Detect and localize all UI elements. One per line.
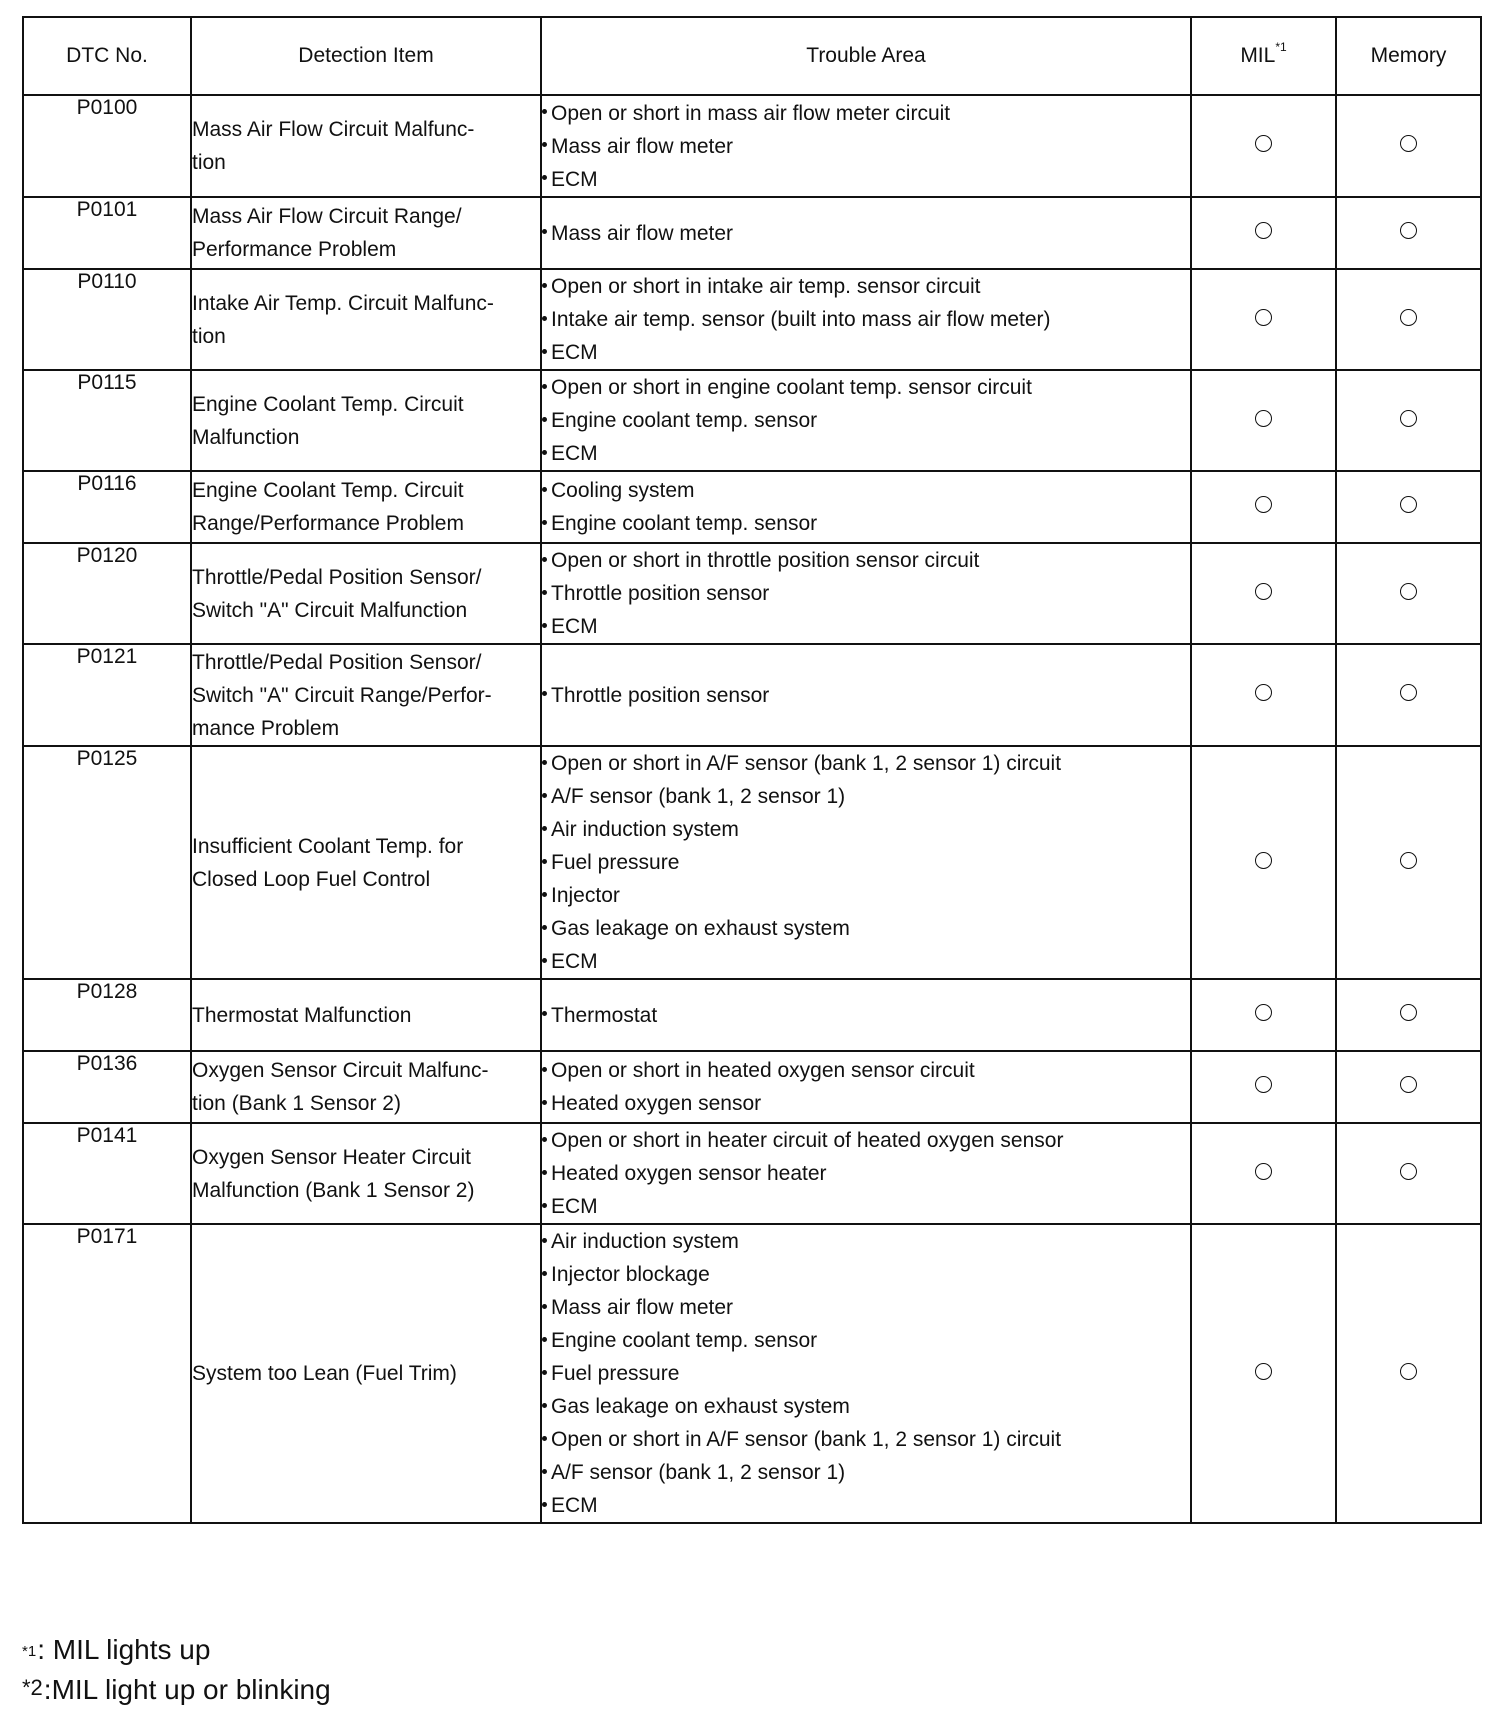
trouble-area-text: Injector [551, 884, 620, 907]
footnote-2-text: :MIL light up or blinking [43, 1674, 331, 1705]
trouble-area [541, 471, 1191, 543]
bullet-icon [542, 1370, 547, 1375]
mil-cell [1191, 1051, 1336, 1123]
trouble-area [541, 1123, 1191, 1224]
trouble-area-item [542, 97, 1190, 130]
memory-circle-icon [1400, 496, 1417, 513]
trouble-area-list [542, 371, 1190, 470]
mil-cell [1191, 197, 1336, 269]
trouble-area-list [542, 1124, 1190, 1223]
detection-item: Throttle/Pedal Position Sensor/ Switch "A" Circuit Range/Perfor- mance Problem [191, 644, 541, 746]
mil-circle-icon [1255, 852, 1272, 869]
trouble-area-text: Heated oxygen sensor heater [551, 1162, 827, 1185]
bullet-icon [542, 1271, 547, 1276]
bullet-icon [542, 1469, 547, 1474]
trouble-area-item [542, 1157, 1190, 1190]
trouble-area-item [542, 1357, 1190, 1390]
detection-item: Mass Air Flow Circuit Malfunc- tion [191, 95, 541, 197]
table-header [23, 17, 1481, 95]
bullet-icon [542, 520, 547, 525]
bullet-icon [542, 1403, 547, 1408]
trouble-area [541, 370, 1191, 471]
mil-cell [1191, 269, 1336, 370]
bullet-icon [542, 384, 547, 389]
trouble-area-text: ECM [551, 1195, 598, 1218]
header-mil [1191, 17, 1336, 95]
detection-item: Oxygen Sensor Circuit Malfunc- tion (Bank 1 Sensor 2) [191, 1051, 541, 1123]
bullet-icon [542, 1100, 547, 1105]
trouble-area [541, 95, 1191, 197]
trouble-area-list [542, 97, 1190, 196]
trouble-area-text: Throttle position sensor [551, 683, 770, 707]
dtc-code: P0136 [23, 1051, 191, 1123]
dtc-code: P0101 [23, 197, 191, 269]
memory-cell [1336, 370, 1481, 471]
bullet-icon [542, 925, 547, 930]
trouble-area-list [542, 747, 1190, 978]
bullet-icon [542, 142, 547, 147]
trouble-area-text: Throttle position sensor [551, 582, 770, 605]
bullet-icon [542, 283, 547, 288]
memory-circle-icon [1400, 1163, 1417, 1180]
trouble-area-list [542, 1054, 1190, 1120]
detection-item: Intake Air Temp. Circuit Malfunc- tion [191, 269, 541, 370]
trouble-area-text: Engine coolant temp. sensor [551, 512, 818, 535]
trouble-area-text: Mass air flow meter [551, 134, 734, 158]
bullet-icon [542, 691, 547, 696]
trouble-area-item [542, 1489, 1190, 1522]
trouble-area-list [542, 474, 1190, 540]
trouble-area-text: Open or short in heater circuit of heated oxygen sensor [551, 1129, 1064, 1152]
trouble-area-item [542, 780, 1190, 813]
trouble-area-text: Mass air flow meter [551, 221, 734, 245]
trouble-area-item [542, 610, 1190, 643]
detection-item: Engine Coolant Temp. Circuit Range/Performance Problem [191, 471, 541, 543]
footnote-1-mark: *1 [22, 1643, 37, 1660]
trouble-area-text: A/F sensor (bank 1, 2 sensor 1) [551, 785, 846, 808]
memory-cell [1336, 471, 1481, 543]
bullet-icon [542, 109, 547, 114]
bullet-icon [542, 1137, 547, 1142]
detection-item: Thermostat Malfunction [191, 979, 541, 1051]
trouble-area [541, 979, 1191, 1051]
dtc-code: P0116 [23, 471, 191, 543]
dtc-code: P0141 [23, 1123, 191, 1224]
trouble-area-text: ECM [551, 950, 598, 973]
memory-cell [1336, 95, 1481, 197]
bullet-icon [542, 1170, 547, 1175]
memory-circle-icon [1400, 852, 1417, 869]
table-row [23, 1224, 1481, 1523]
bullet-icon [542, 958, 547, 963]
trouble-area-item [542, 270, 1190, 303]
memory-cell [1336, 1051, 1481, 1123]
memory-circle-icon [1400, 309, 1417, 326]
trouble-area-text: Thermostat [551, 1003, 658, 1027]
bullet-icon [542, 487, 547, 492]
footnotes [22, 1630, 331, 1710]
trouble-area-text: Open or short in mass air flow meter circuit [551, 101, 951, 125]
trouble-area-item [542, 999, 1190, 1032]
trouble-area-text: Air induction system [551, 818, 739, 841]
trouble-area-item [542, 912, 1190, 945]
memory-cell [1336, 1224, 1481, 1523]
trouble-area-text: Engine coolant temp. sensor [551, 1329, 818, 1352]
table-row [23, 1123, 1481, 1224]
trouble-area-list [542, 679, 1190, 712]
detection-item: Mass Air Flow Circuit Range/ Performance Problem [191, 197, 541, 269]
mil-circle-icon [1255, 496, 1272, 513]
memory-circle-icon [1400, 410, 1417, 427]
header-memory: Memory [1336, 17, 1481, 95]
trouble-area-text: Gas leakage on exhaust system [551, 1395, 850, 1418]
trouble-area-item [542, 163, 1190, 196]
trouble-area [541, 1224, 1191, 1523]
dtc-code: P0128 [23, 979, 191, 1051]
trouble-area-text: Heated oxygen sensor [551, 1092, 762, 1115]
trouble-area-text: Gas leakage on exhaust system [551, 917, 850, 940]
detection-item: System too Lean (Fuel Trim) [191, 1224, 541, 1523]
footnote-1-text: : MIL lights up [37, 1634, 211, 1665]
trouble-area-text: Fuel pressure [551, 851, 680, 874]
header-mil-footnote-mark: *1 [1275, 40, 1287, 54]
memory-cell [1336, 979, 1481, 1051]
bullet-icon [542, 557, 547, 562]
detection-item: Oxygen Sensor Heater Circuit Malfunction (Bank 1 Sensor 2) [191, 1123, 541, 1224]
dtc-code: P0100 [23, 95, 191, 197]
trouble-area [541, 1051, 1191, 1123]
trouble-area-text: ECM [551, 615, 598, 638]
table-row [23, 543, 1481, 644]
trouble-area-item [542, 507, 1190, 540]
trouble-area-text: Engine coolant temp. sensor [551, 409, 818, 432]
trouble-area-item [542, 1087, 1190, 1120]
mil-circle-icon [1255, 309, 1272, 326]
memory-circle-icon [1400, 222, 1417, 239]
dtc-code: P0171 [23, 1224, 191, 1523]
trouble-area-item [542, 879, 1190, 912]
detection-item: Engine Coolant Temp. Circuit Malfunction [191, 370, 541, 471]
mil-circle-icon [1255, 222, 1272, 239]
bullet-icon [542, 175, 547, 180]
trouble-area-text: Open or short in engine coolant temp. sensor circuit [551, 376, 1032, 399]
trouble-area-item [542, 1225, 1190, 1258]
trouble-area-text: Open or short in A/F sensor (bank 1, 2 sensor 1) circuit [551, 1428, 1062, 1451]
trouble-area-text: A/F sensor (bank 1, 2 sensor 1) [551, 1461, 846, 1484]
mil-cell [1191, 370, 1336, 471]
trouble-area-item [542, 1054, 1190, 1087]
trouble-area-item [542, 404, 1190, 437]
memory-circle-icon [1400, 1004, 1417, 1021]
trouble-area-list [542, 1225, 1190, 1522]
trouble-area-text: Cooling system [551, 479, 695, 502]
bullet-icon [542, 1238, 547, 1243]
bullet-icon [542, 1304, 547, 1309]
trouble-area-item [542, 1190, 1190, 1223]
table-row [23, 979, 1481, 1051]
trouble-area-text: Fuel pressure [551, 1362, 680, 1385]
trouble-area-item [542, 813, 1190, 846]
trouble-area-item [542, 130, 1190, 163]
trouble-area-item [542, 336, 1190, 369]
bullet-icon [542, 623, 547, 628]
memory-cell [1336, 543, 1481, 644]
bullet-icon [542, 859, 547, 864]
mil-cell [1191, 746, 1336, 979]
bullet-icon [542, 793, 547, 798]
trouble-area-list [542, 217, 1190, 250]
mil-circle-icon [1255, 1363, 1272, 1380]
mil-cell [1191, 1224, 1336, 1523]
mil-cell [1191, 471, 1336, 543]
trouble-area-text: Intake air temp. sensor (built into mass air flow meter) [551, 308, 1051, 331]
trouble-area-text: Air induction system [551, 1230, 739, 1253]
bullet-icon [542, 1436, 547, 1441]
table-row [23, 746, 1481, 979]
bullet-icon [542, 1337, 547, 1342]
trouble-area-item [542, 371, 1190, 404]
dtc-code: P0120 [23, 543, 191, 644]
trouble-area-list [542, 270, 1190, 369]
trouble-area [541, 269, 1191, 370]
dtc-table [22, 16, 1482, 1524]
mil-cell [1191, 95, 1336, 197]
mil-cell [1191, 1123, 1336, 1224]
memory-circle-icon [1400, 1076, 1417, 1093]
table-row [23, 197, 1481, 269]
trouble-area-item [542, 945, 1190, 978]
bullet-icon [542, 229, 547, 234]
trouble-area-item [542, 577, 1190, 610]
trouble-area [541, 644, 1191, 746]
table-row [23, 95, 1481, 197]
mil-circle-icon [1255, 1076, 1272, 1093]
footnote-1 [22, 1630, 331, 1670]
trouble-area-item [542, 544, 1190, 577]
dtc-code: P0110 [23, 269, 191, 370]
mil-cell [1191, 979, 1336, 1051]
mil-circle-icon [1255, 1163, 1272, 1180]
detection-item: Insufficient Coolant Temp. for Closed Loop Fuel Control [191, 746, 541, 979]
trouble-area-text: ECM [551, 442, 598, 465]
mil-circle-icon [1255, 1004, 1272, 1021]
trouble-area [541, 543, 1191, 644]
memory-cell [1336, 197, 1481, 269]
trouble-area-list [542, 544, 1190, 643]
memory-circle-icon [1400, 583, 1417, 600]
bullet-icon [542, 450, 547, 455]
bullet-icon [542, 892, 547, 897]
footnote-2-mark: *2 [22, 1675, 43, 1700]
memory-cell [1336, 644, 1481, 746]
bullet-icon [542, 417, 547, 422]
trouble-area-item [542, 1423, 1190, 1456]
memory-circle-icon [1400, 1363, 1417, 1380]
trouble-area-text: Open or short in throttle position sensor circuit [551, 549, 980, 572]
bullet-icon [542, 590, 547, 595]
trouble-area-text: Open or short in A/F sensor (bank 1, 2 sensor 1) circuit [551, 752, 1062, 775]
trouble-area-item [542, 303, 1190, 336]
trouble-area-text: Open or short in intake air temp. sensor circuit [551, 275, 981, 298]
mil-cell [1191, 644, 1336, 746]
trouble-area-text: ECM [551, 341, 598, 364]
trouble-area [541, 197, 1191, 269]
trouble-area-item [542, 747, 1190, 780]
memory-circle-icon [1400, 684, 1417, 701]
bullet-icon [542, 316, 547, 321]
trouble-area-item [542, 1456, 1190, 1489]
memory-cell [1336, 269, 1481, 370]
table-row [23, 644, 1481, 746]
bullet-icon [542, 1502, 547, 1507]
trouble-area-item [542, 217, 1190, 250]
bullet-icon [542, 1203, 547, 1208]
footnote-2 [22, 1670, 331, 1710]
trouble-area [541, 746, 1191, 979]
mil-circle-icon [1255, 684, 1272, 701]
trouble-area-text: Injector blockage [551, 1263, 710, 1286]
trouble-area-text: ECM [551, 167, 598, 191]
trouble-area-item [542, 474, 1190, 507]
trouble-area-item [542, 679, 1190, 712]
memory-circle-icon [1400, 135, 1417, 152]
bullet-icon [542, 1011, 547, 1016]
trouble-area-item [542, 437, 1190, 470]
trouble-area-item [542, 1291, 1190, 1324]
mil-circle-icon [1255, 135, 1272, 152]
memory-cell [1336, 1123, 1481, 1224]
dtc-code: P0121 [23, 644, 191, 746]
table-row [23, 269, 1481, 370]
detection-item: Throttle/Pedal Position Sensor/ Switch "A" Circuit Malfunction [191, 543, 541, 644]
trouble-area-item [542, 1324, 1190, 1357]
mil-circle-icon [1255, 583, 1272, 600]
header-trouble-area: Trouble Area [541, 17, 1191, 95]
trouble-area-text: Open or short in heated oxygen sensor circuit [551, 1059, 975, 1082]
bullet-icon [542, 1067, 547, 1072]
dtc-code: P0115 [23, 370, 191, 471]
header-mil-label: MIL [1240, 44, 1276, 67]
trouble-area-item [542, 846, 1190, 879]
dtc-code: P0125 [23, 746, 191, 979]
trouble-area-item [542, 1258, 1190, 1291]
trouble-area-text: ECM [551, 1494, 598, 1517]
header-detection-item: Detection Item [191, 17, 541, 95]
bullet-icon [542, 760, 547, 765]
header-dtc-no: DTC No. [23, 17, 191, 95]
memory-cell [1336, 746, 1481, 979]
table-body [23, 95, 1481, 1523]
mil-cell [1191, 543, 1336, 644]
trouble-area-item [542, 1124, 1190, 1157]
trouble-area-item [542, 1390, 1190, 1423]
table-row [23, 1051, 1481, 1123]
trouble-area-list [542, 999, 1190, 1032]
table-row [23, 370, 1481, 471]
bullet-icon [542, 826, 547, 831]
trouble-area-text: Mass air flow meter [551, 1296, 734, 1319]
mil-circle-icon [1255, 410, 1272, 427]
bullet-icon [542, 349, 547, 354]
table-row [23, 471, 1481, 543]
